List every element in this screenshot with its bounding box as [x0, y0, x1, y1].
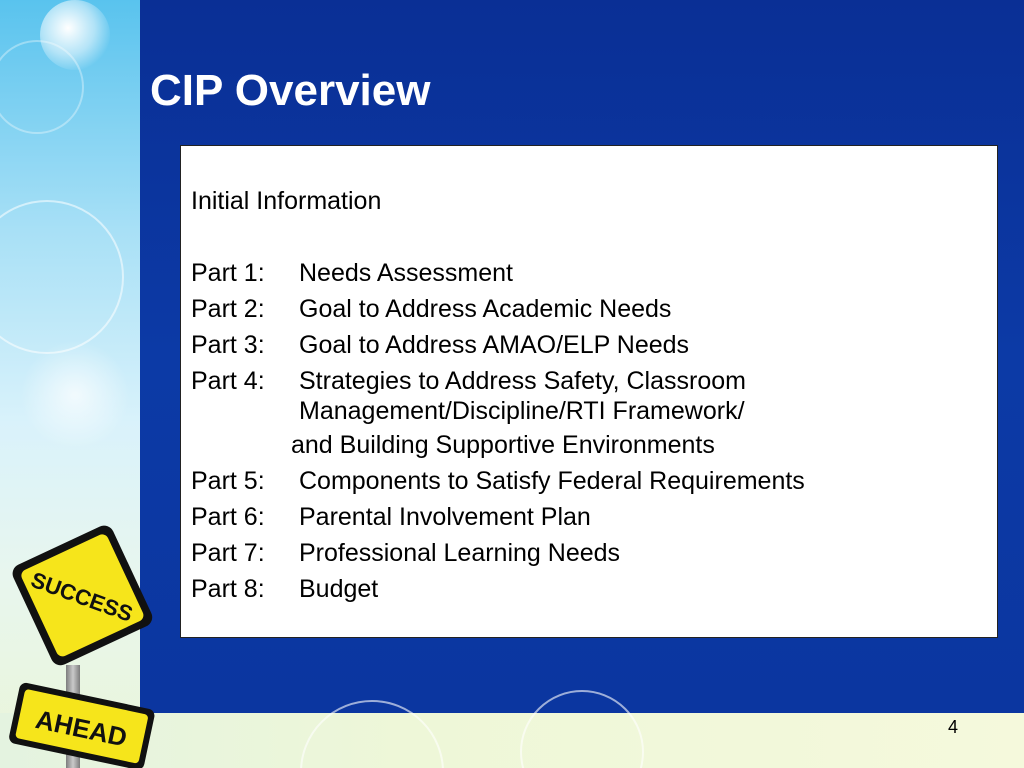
part-text: Components to Satisfy Federal Requirements [299, 467, 805, 495]
part-text: Goal to Address Academic Needs [299, 295, 672, 323]
list-item [191, 330, 805, 360]
success-ahead-sign-graphic [0, 515, 190, 768]
content-box [180, 145, 998, 638]
part-text: Goal to Address AMAO/ELP Needs [299, 331, 690, 359]
list-item [191, 258, 805, 288]
bubble-decoration [0, 200, 124, 354]
part-label: Part 3: [191, 331, 265, 359]
list-item [191, 466, 805, 496]
part-text-continued: Management/Discipline/RTI Framework/ [299, 397, 745, 425]
part-text: Needs Assessment [299, 259, 513, 287]
part-text: Budget [299, 575, 379, 603]
list-item [191, 366, 805, 460]
list-item [191, 502, 805, 532]
part-label: Part 1: [191, 259, 265, 287]
ahead-sign [8, 682, 156, 768]
sign-top-text: SUCCESS [27, 566, 137, 627]
slide-title: CIP Overview [150, 66, 431, 115]
part-label: Part 6: [191, 503, 265, 531]
bubble-decoration [0, 40, 84, 134]
part-label: Part 4: [191, 367, 265, 395]
sign-bottom-text: AHEAD [33, 703, 130, 753]
list-item [191, 574, 805, 604]
page-number: 4 [948, 717, 959, 737]
part-text-continued: and Building Supportive Environments [291, 431, 715, 459]
list-item [191, 294, 805, 324]
list-item [191, 538, 805, 568]
bubble-decoration [20, 340, 130, 450]
part-label: Part 7: [191, 539, 265, 567]
part-text: Strategies to Address Safety, Classroom [299, 367, 746, 395]
intro-heading: Initial Information [191, 187, 382, 215]
success-sign [0, 515, 182, 695]
parts-list [191, 258, 805, 610]
sign-drawing [0, 515, 190, 768]
part-label: Part 8: [191, 575, 265, 603]
part-label: Part 5: [191, 467, 265, 495]
part-text: Professional Learning Needs [299, 539, 621, 567]
part-label: Part 2: [191, 295, 265, 323]
part-text: Parental Involvement Plan [299, 503, 591, 531]
